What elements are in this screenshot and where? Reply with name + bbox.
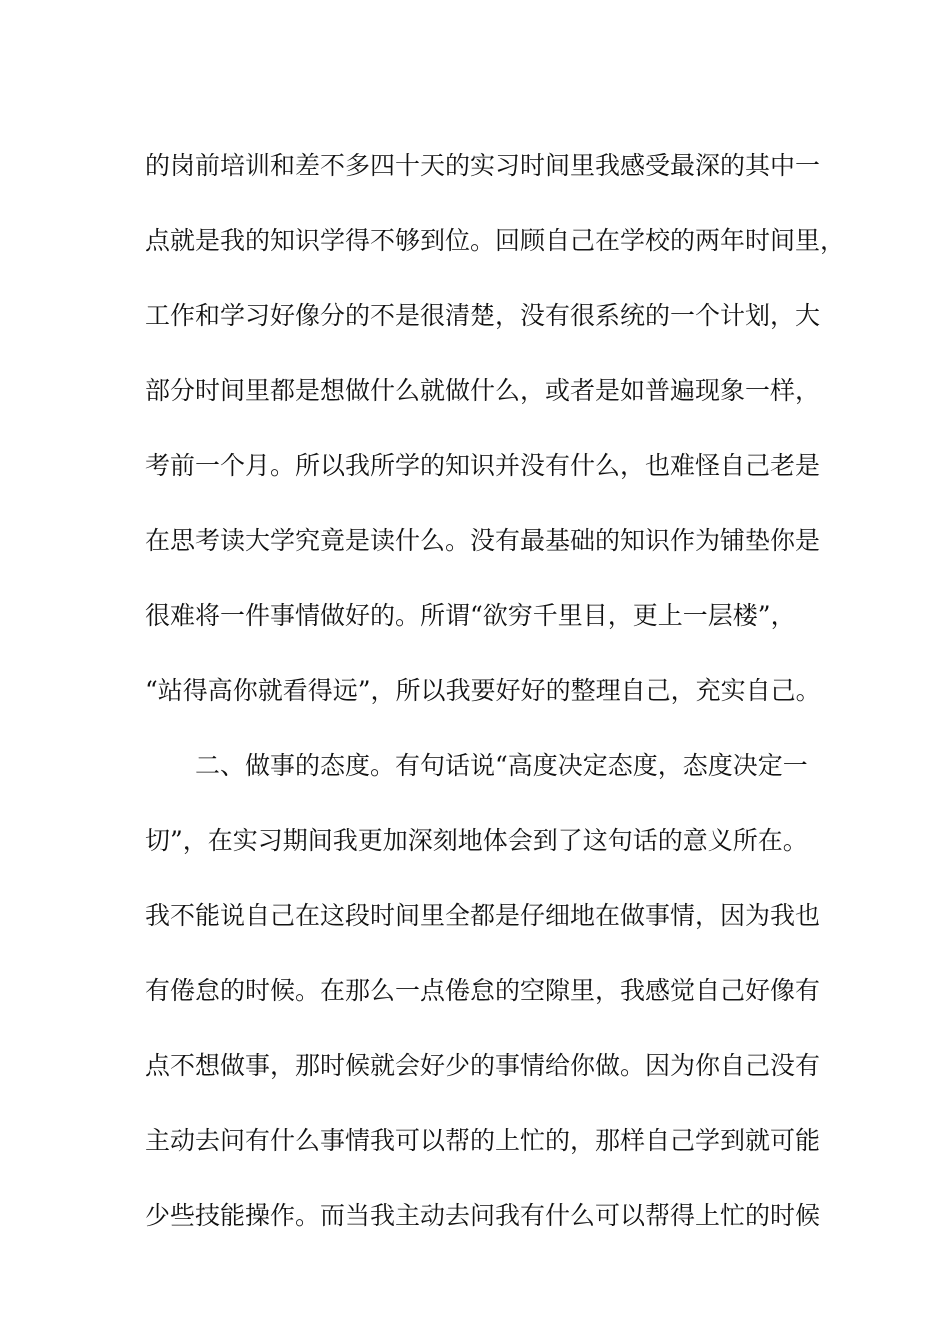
text-line: “站得高你就看得远”，所以我要好好的整理自己，充实自己。 xyxy=(145,676,821,705)
text-line: 考前一个月。所以我所学的知识并没有什么，也难怪自己老是 xyxy=(145,451,821,480)
text-line: 切”，在实习期间我更加深刻地体会到了这句话的意义所在。 xyxy=(145,826,808,855)
text-line: 部分时间里都是想做什么就做什么，或者是如普遍现象一样， xyxy=(145,376,821,405)
text-line: 在思考读大学究竟是读什么。没有最基础的知识作为铺垫你是 xyxy=(145,526,821,555)
paragraph-heading-line: 二、做事的态度。有句话说“高度决定态度，态度决定一 xyxy=(195,751,808,780)
text-line: 的岗前培训和差不多四十天的实习时间里我感受最深的其中一 xyxy=(145,151,821,180)
text-line: 很难将一件事情做好的。所谓“欲穷千里目，更上一层楼”， xyxy=(145,601,796,630)
text-line: 工作和学习好像分的不是很清楚，没有很系统的一个计划，大 xyxy=(145,301,821,330)
text-line: 少些技能操作。而当我主动去问我有什么可以帮得上忙的时候 xyxy=(145,1201,821,1230)
text-line: 点就是我的知识学得不够到位。回顾自己在学校的两年时间里， xyxy=(145,226,846,255)
text-line: 主动去问有什么事情我可以帮的上忙的，那样自己学到就可能 xyxy=(145,1126,821,1155)
text-line: 我不能说自己在这段时间里全都是仔细地在做事情，因为我也 xyxy=(145,901,821,930)
text-line: 有倦怠的时候。在那么一点倦怠的空隙里，我感觉自己好像有 xyxy=(145,976,821,1005)
text-line: 点不想做事，那时候就会好少的事情给你做。因为你自己没有 xyxy=(145,1051,821,1080)
body-text xyxy=(145,128,846,1253)
